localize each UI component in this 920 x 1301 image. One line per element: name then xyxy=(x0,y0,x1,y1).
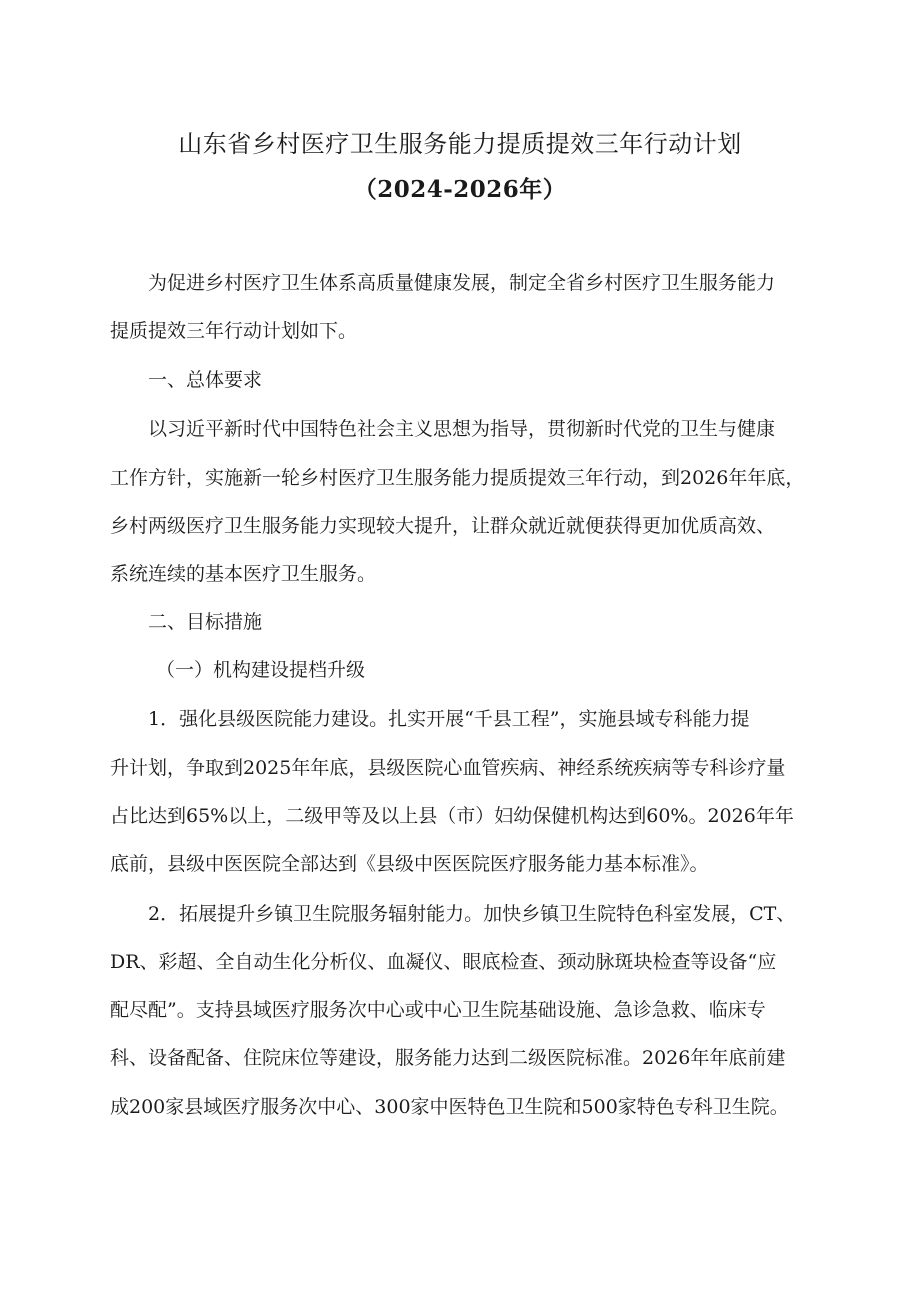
intro-line-2: 提质提效三年行动计划如下。 xyxy=(110,320,358,342)
item2-line-2: DR、彩超、全自动生化分析仪、血凝仪、眼底检查、颈动脉斑块检查等设备“应 xyxy=(110,951,777,973)
document-title-years: （2024-2026年） xyxy=(353,176,567,203)
item1-line-3: 占比达到65%以上，二级甲等及以上县（市）妇幼保健机构达到60%。2026年年 xyxy=(110,805,794,827)
subsection1-heading: （一）机构建设提档升级 xyxy=(156,659,366,681)
section1-heading: 一、总体要求 xyxy=(148,369,263,391)
item1-line-2: 升计划，争取到2025年年底，县级医院心血管疾病、神经系统疾病等专科诊疗量 xyxy=(110,757,786,779)
item2-line-5: 成200家县域医疗服务次中心、300家中医特色卫生院和500家特色专科卫生院。 xyxy=(110,1096,789,1118)
section1-line-3: 乡村两级医疗卫生服务能力实现较大提升，让群众就近就便获得更加优质高效、 xyxy=(110,515,776,537)
section2-heading: 二、目标措施 xyxy=(148,611,263,633)
item2-line-3: 配尽配”。支持县域医疗服务次中心或中心卫生院基础设施、急诊急救、临床专 xyxy=(110,999,766,1021)
section1-line-1: 以习近平新时代中国特色社会主义思想为指导，贯彻新时代党的卫生与健康 xyxy=(148,418,776,440)
section1-line-2: 工作方针，实施新一轮乡村医疗卫生服务能力提质提效三年行动，到2026年年底， xyxy=(110,467,805,489)
document-title: 山东省乡村医疗卫生服务能力提质提效三年行动计划 xyxy=(178,130,742,158)
item2-line-4: 科、设备配备、住院床位等建设，服务能力达到二级医院标准。2026年年底前建 xyxy=(110,1047,786,1069)
item1-line-1: 1．强化县级医院能力建设。扎实开展“千县工程”，实施县域专科能力提 xyxy=(148,708,750,730)
item1-line-4: 底前，县级中医医院全部达到《县级中医医院医疗服务能力基本标准》。 xyxy=(110,853,709,875)
intro-line-1: 为促进乡村医疗卫生体系高质量健康发展，制定全省乡村医疗卫生服务能力 xyxy=(148,272,776,294)
section1-line-4: 系统连续的基本医疗卫生服务。 xyxy=(110,563,377,585)
item2-line-1: 2．拓展提升乡镇卫生院服务辐射能力。加快乡镇卫生院特色科室发展，CT、 xyxy=(148,903,796,925)
